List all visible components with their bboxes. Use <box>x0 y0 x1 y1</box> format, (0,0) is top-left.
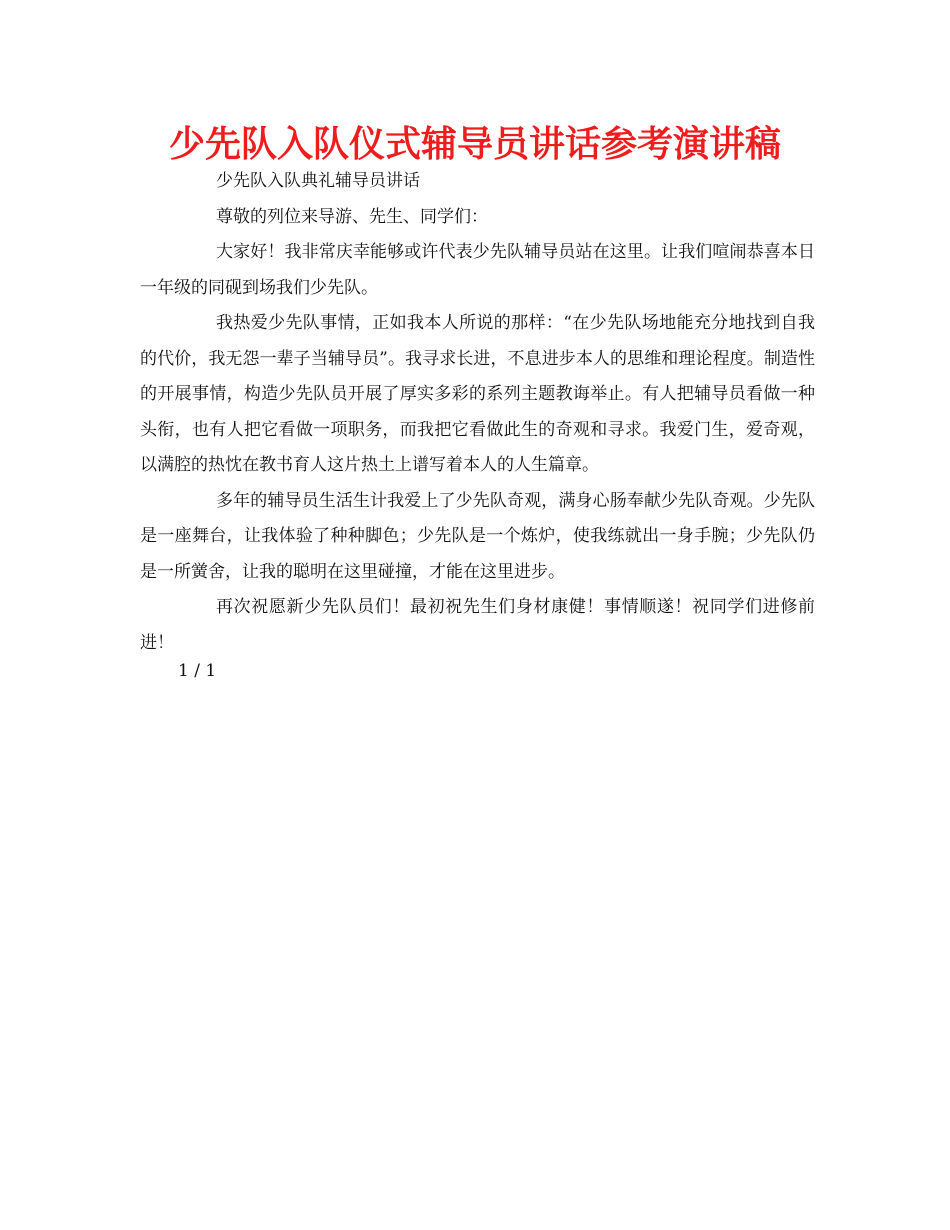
paragraph-opening: 大家好！我非常庆幸能够或许代表少先队辅导员站在这里。让我们喧闹恭喜本日一年级的同砚到场我们少先队。 <box>140 242 815 298</box>
paragraph-career: 多年的辅导员生活生计我爱上了少先队奇观，满身心肠奉献少先队奇观。少先队是一座舞台，让我体验了种种脚色；少先队是一个炼炉，使我练就出一身手腕；少先队仍是一所黉舍，让我的聪明在这里碰撞，才能在这里进步。 <box>140 490 815 582</box>
paragraph-closing: 再次祝愿新少先队员们！最初祝先生们身材康健！事情顺遂！祝同学们进修前进！ <box>140 597 815 653</box>
document-body <box>140 164 815 661</box>
paragraph-greeting: 尊敬的列位来导游、先生、同学们： <box>216 206 488 227</box>
paragraph-subtitle: 少先队入队典礼辅导员讲话 <box>216 171 420 191</box>
page-number: 1 / 1 <box>178 661 217 681</box>
paragraph-passion: 我热爱少先队事情，正如我本人所说的那样：“在少先队场地能充分地找到自我的代价，我无怨一辈子当辅导员”。我寻求长进，不息进步本人的思维和理论程度。制造性的开展事情，构造少先队员开展了厚实多彩的系列主题教诲举止。有人把辅导员看做一种头衔，也有人把它看做一项职务，而我把它看做此生的奇观和寻求。我爱门生，爱奇观，以满腔的热忱在教书育人这片热土上谱写着本人的人生篇章。 <box>140 313 815 475</box>
document-title: 少先队入队仪式辅导员讲话参考演讲稿 <box>168 124 781 165</box>
